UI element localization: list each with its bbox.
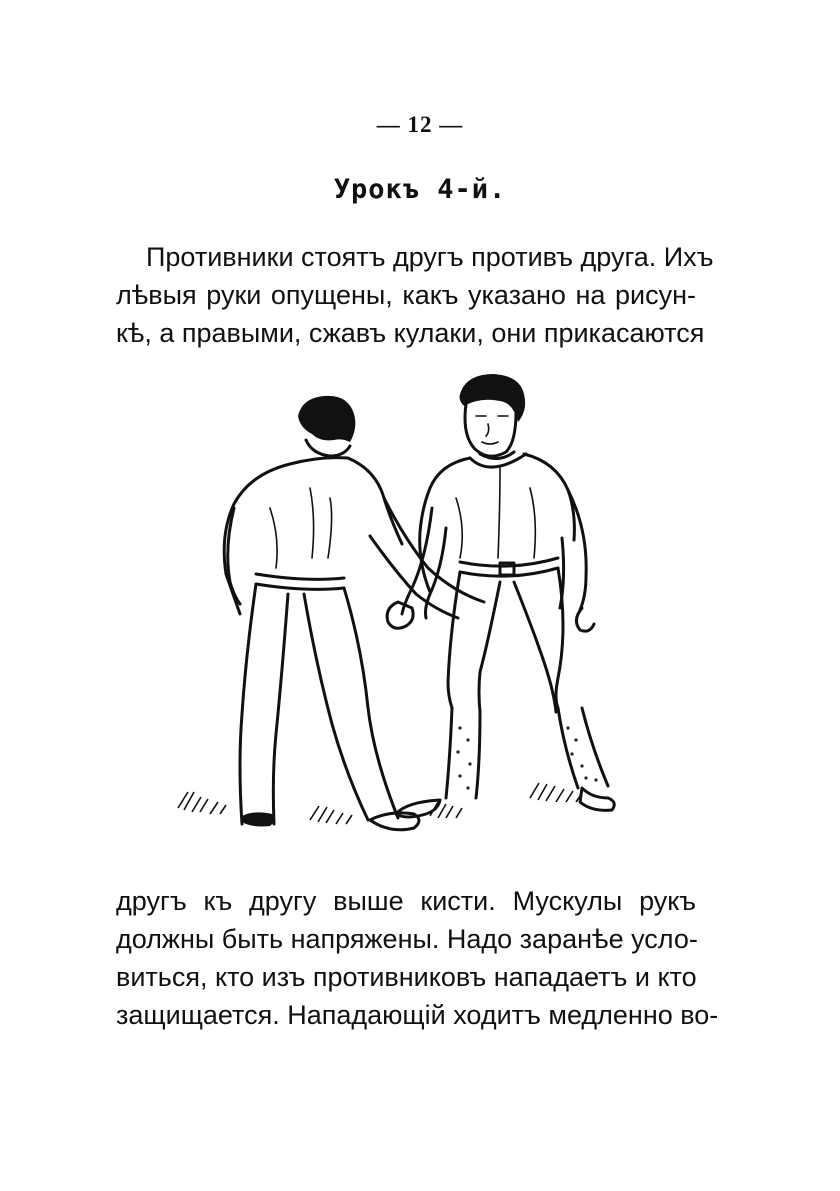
lesson-title: Урокъ 4-й. bbox=[333, 174, 507, 205]
text-line: Противники стоятъ другъ противъ друга. Ихъ bbox=[146, 242, 714, 272]
text-line: лѣвыя руки опущены, какъ указано на рисун- bbox=[116, 280, 696, 310]
text-line: другъ къ другу выше кисти. Мускулы рукъ bbox=[116, 886, 696, 916]
left-man-figure bbox=[224, 396, 484, 830]
ground-hatching bbox=[178, 783, 582, 824]
right-man-figure bbox=[396, 374, 614, 817]
text-line: виться, кто изъ противниковъ нападаетъ и кто bbox=[116, 962, 697, 992]
paragraph-bottom bbox=[116, 882, 719, 1034]
page-number: — 12 — bbox=[376, 112, 464, 137]
text-line: кѣ, а правыми, сжавъ кулаки, они прикасаются bbox=[116, 318, 705, 348]
text-line: должны быть напряжены. Надо заранѣе усло- bbox=[116, 924, 698, 954]
paragraph-top bbox=[116, 238, 714, 352]
two-men-wrestling-stance-icon bbox=[170, 368, 650, 848]
text-line: защищается. Нападающій ходитъ медленно во- bbox=[116, 1000, 719, 1030]
